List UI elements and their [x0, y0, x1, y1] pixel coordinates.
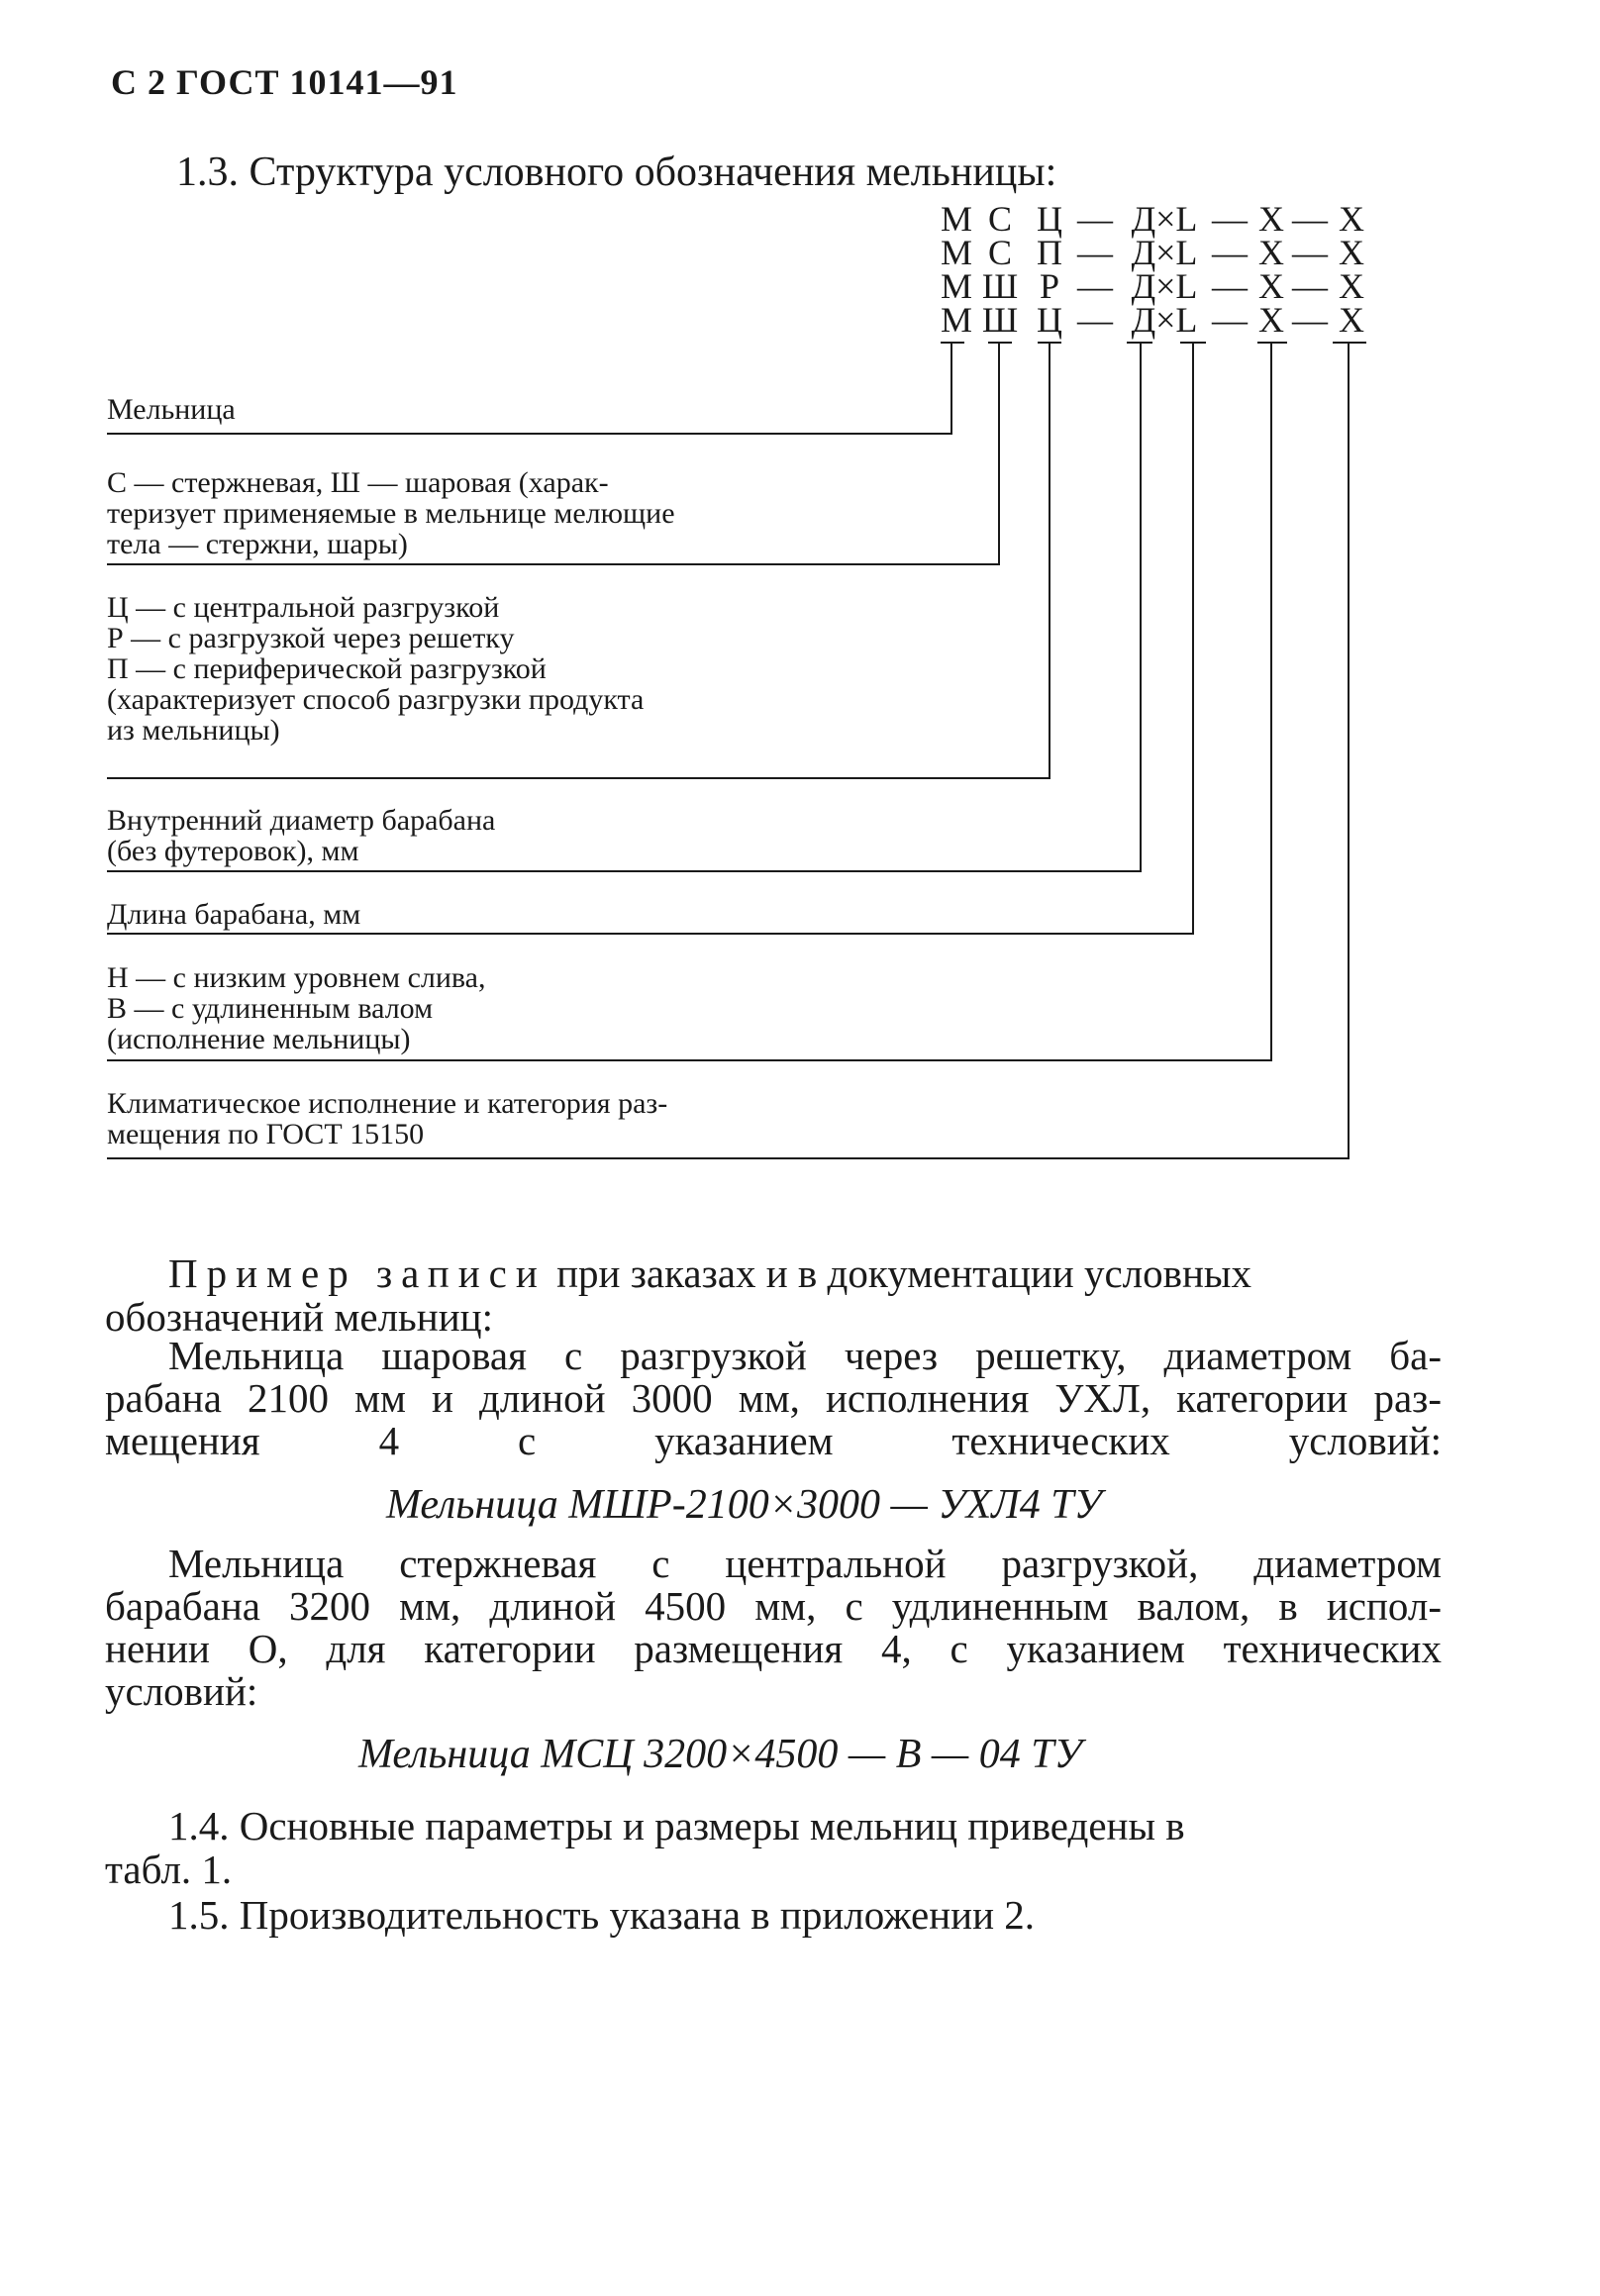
legend-mill-execution: Н — с низким уровнем слива, В — с удлиненным валом (исполнение мельницы)	[107, 961, 486, 1055]
legend-mill: Мельница	[107, 393, 236, 426]
underline-x2	[1333, 342, 1366, 344]
example1-formula: Мельница МШР-2100×3000 — УХЛ4 ТУ	[386, 1482, 1102, 1528]
legend-grinding-media: С — стержневая, Ш — шаровая (харак- теризует применяемые в мельнице мелющие тела — стержни, шары)	[107, 466, 675, 560]
code-col-material: С С Ш Ш	[981, 199, 1019, 340]
code-col-execution: Х Х Х Х	[1258, 199, 1284, 340]
leader-horizontal-length	[107, 933, 1194, 935]
page-header: С 2 ГОСТ 10141—91	[111, 62, 458, 102]
example2-text: Мельница стержневая с центральной разгрузкой, диаметром барабана 3200 мм, длиной 4500 мм, с удлиненным валом, в испол- нении О, для категории размещения 4, с указанием технических условий:	[105, 1541, 1442, 1714]
leader-horizontal-unload	[107, 777, 1050, 779]
example2-formula: Мельница МСЦ 3200×4500 — В — 04 ТУ	[358, 1732, 1082, 1777]
example-lead-rest: при заказах и в документации условных	[546, 1250, 1251, 1296]
code-col-m: М М М М	[940, 199, 972, 340]
section-1-3-heading: 1.3. Структура условного обозначения мельницы:	[176, 150, 1057, 195]
leader-vertical-execution	[1270, 343, 1272, 1061]
leader-vertical-diameter	[1140, 343, 1142, 872]
legend-drum-diameter: Внутренний диаметр барабана (без футеровок), мм	[107, 804, 496, 867]
code-col-dxl: Д×L Д×L Д×L Д×L	[1131, 199, 1198, 340]
legend-unloading: Ц — с центральной разгрузкой Р — с разгрузкой через решетку П — с периферической разгрузкой (характеризует способ разгрузки продукта из мельницы)	[107, 591, 645, 747]
code-col-dash2: — — — —	[1212, 199, 1248, 340]
section-1-5: 1.5. Производительность указана в приложении 2.	[168, 1892, 1036, 1938]
section-1-4-line2: табл. 1.	[105, 1847, 233, 1892]
leader-vertical-unload	[1049, 343, 1050, 779]
leader-vertical-mill	[950, 343, 952, 435]
legend-climatic-category: Климатическое исполнение и категория раз- мещения по ГОСТ 15150	[107, 1087, 668, 1150]
leader-horizontal-material	[107, 563, 1000, 565]
code-col-unload: Ц П Р Ц	[1037, 199, 1062, 340]
leader-horizontal-climate	[107, 1157, 1350, 1159]
example-lead-line2: обозначений мельниц:	[105, 1294, 493, 1340]
code-col-climate: Х Х Х Х	[1339, 199, 1364, 340]
leader-vertical-length	[1192, 343, 1194, 935]
example1-text: Мельница шаровая с разгрузкой через решетку, диаметром ба- рабана 2100 мм и длиной 3000 мм, исполнения УХЛ, категории раз- мещения 4 с указанием технических условий:	[105, 1333, 1442, 1463]
leader-horizontal-diameter	[107, 870, 1142, 872]
leader-horizontal-mill	[107, 433, 952, 435]
leader-horizontal-execution	[107, 1059, 1272, 1061]
underline-material	[988, 342, 1012, 344]
code-col-dash3: — — — —	[1292, 199, 1328, 340]
example-lead-spaced: Пример записи	[168, 1250, 547, 1296]
example-lead-line	[168, 1249, 1251, 1297]
underline-x1	[1257, 342, 1287, 344]
leader-vertical-material	[998, 343, 1000, 565]
legend-drum-length: Длина барабана, мм	[107, 898, 361, 931]
underline-m	[941, 342, 964, 344]
section-1-4-line1: 1.4. Основные параметры и размеры мельниц приведены в	[168, 1803, 1185, 1848]
leader-vertical-climate	[1348, 343, 1350, 1159]
code-col-dash1: — — — —	[1077, 199, 1113, 340]
